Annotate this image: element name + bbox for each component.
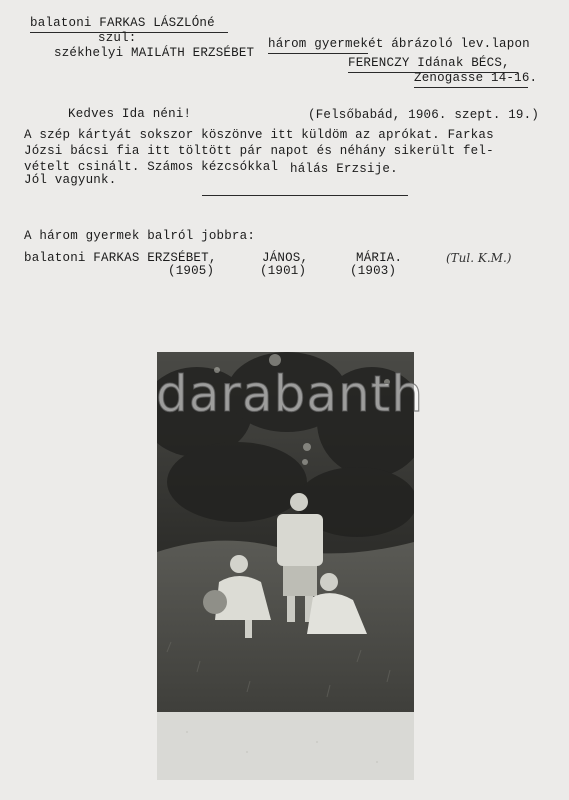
child-year-2: (1901) — [260, 264, 307, 278]
description-line: három gyermekét ábrázoló lev.lapon — [268, 37, 530, 51]
address-line: Zenogasse 14-16. — [414, 71, 538, 85]
letter-date: (Felsőbabád, 1906. szept. 19.) — [308, 108, 540, 122]
separator-line — [202, 195, 408, 196]
child-name-2: JÁNOS, — [262, 251, 309, 265]
child-year-1: (1905) — [168, 264, 215, 278]
handwritten-note: (Tul. K.M.) — [446, 251, 512, 265]
letter-body-line: Józsi bácsi fia itt töltött pár napot és néhány sikerült fel- — [24, 144, 494, 158]
letter-body-line: A szép kártyát sokszor köszönve itt küldöm az aprókat. Farkas — [24, 128, 494, 142]
child-name-1: balatoni FARKAS ERZSÉBET, — [24, 251, 217, 265]
letter-body-line: Jól vagyunk. — [24, 173, 117, 187]
caption-intro: A három gyermek balról jobbra: — [24, 229, 256, 243]
sender-maiden-name: székhelyi MAILÁTH ERZSÉBET — [54, 46, 255, 60]
recipient-line: FERENCZY Idának BÉCS, — [348, 56, 510, 70]
child-year-3: (1903) — [350, 264, 397, 278]
letter-closing: hálás Erzsije. — [290, 162, 398, 176]
letter-body-line: vételt csinált. Számos kézcsókkal — [24, 160, 279, 174]
watermark-logo: darabanth — [156, 365, 424, 423]
salutation: Kedves Ida néni! — [68, 107, 192, 121]
underline — [268, 53, 368, 54]
underline — [414, 87, 528, 88]
sender-maiden-label: szül: — [98, 31, 137, 45]
child-name-3: MÁRIA. — [356, 251, 403, 265]
sender-name: balatoni FARKAS LÁSZLÓné — [30, 16, 215, 30]
